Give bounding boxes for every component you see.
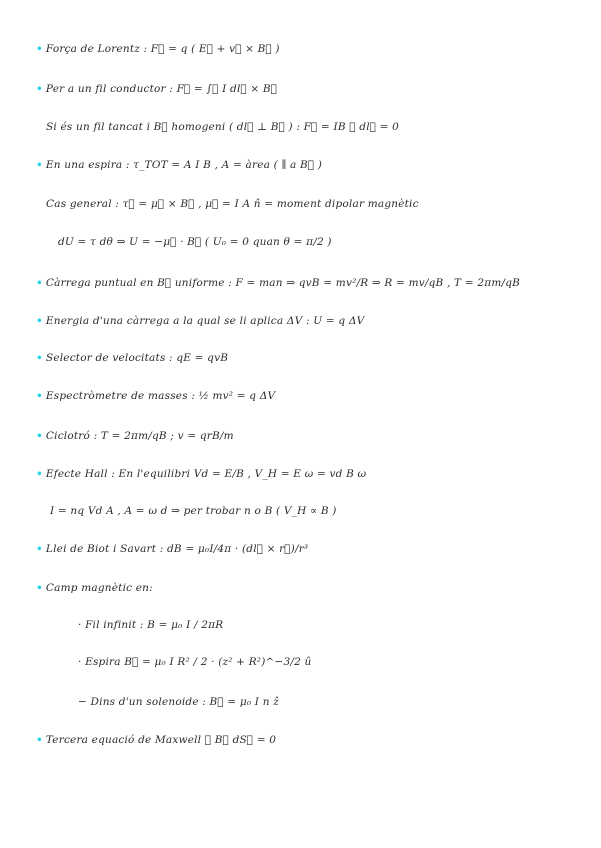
bullet-dot: •: [36, 430, 43, 442]
note-line-conductor: • Per a un fil conductor : F⃗ = ∫꜀ I dl⃗ × B⃗: [36, 83, 278, 95]
note-line-magnetic-field: • Camp magnètic en:: [36, 582, 153, 594]
bullet-dot: •: [36, 159, 43, 171]
bullet-dot: •: [36, 468, 43, 480]
note-line-charge-energy: • Energia d'una càrrega a la qual se li aplica ΔV : U = q ΔV: [36, 315, 365, 327]
note-line-cyclotron: • Ciclotró : T = 2πm/qB ; v = qrB/m: [36, 430, 234, 442]
bullet-dot: •: [36, 277, 43, 289]
note-line-mass-spectrometer: • Espectròmetre de masses : ½ mv² = q ΔV: [36, 390, 276, 402]
note-line-biot-savart: • Llei de Biot i Savart : dB = μ₀I/4π · (dl⃗ × r⃗)/r³: [36, 543, 309, 555]
note-line-lorentz: • Força de Lorentz : F⃗ = q ( E⃗ + v⃗ × B⃗ ): [36, 43, 280, 55]
bullet-dot: •: [36, 390, 43, 402]
bullet-dot: •: [36, 734, 43, 746]
note-line-maxwell: • Tercera equació de Maxwell ∮ B⃗ dS⃗ = 0: [36, 734, 277, 746]
bullet-dot: •: [36, 43, 43, 55]
note-line-infinite-wire: · Fil infinit : B = μ₀ I / 2πR: [78, 619, 224, 631]
bullet-dot: •: [36, 582, 43, 594]
bullet-dot: •: [36, 315, 43, 327]
note-line-loop-field: · Espira B⃗ = μ₀ I R² / 2 · (z² + R²)^−3/2 û: [78, 656, 312, 668]
note-line-point-charge: • Càrrega puntual en B⃗ uniforme : F = man ⇒ qvB = mv²/R ⇒ R = mv/qB , T = 2πm/qB: [36, 277, 521, 289]
bullet-dot: •: [36, 83, 43, 95]
note-line-velocity-selector: • Selector de velocitats : qE = qvB: [36, 352, 229, 364]
note-line-solenoid: − Dins d'un solenoide : B⃗ = μ₀ I n ẑ: [78, 696, 279, 708]
note-line-closed-wire: Si és un fil tancat i B⃗ homogeni ( dl⃗ ⊥ B⃗ ) : F⃗ = IB ∮ dl⃗ = 0: [46, 121, 400, 133]
bullet-dot: •: [36, 543, 43, 555]
note-line-hall-current: I = nq Vd A , A = ω d ⇒ per trobar n o B ( V_H ∝ B ): [50, 505, 337, 517]
note-line-general-case: Cas general : τ⃗ = μ⃗ × B⃗ , μ⃗ = I A n̂ = moment dipolar magnètic: [46, 198, 419, 210]
note-line-loop: • En una espira : τ_TOT = A I B , A = àrea ( ∥ a B⃗ ): [36, 159, 323, 171]
note-line-hall-effect: • Efecte Hall : En l'equilibri Vd = E/B , V_H = E ω = vd B ω: [36, 468, 367, 480]
note-line-potential-energy: dU = τ dθ ⇒ U = −μ⃗ · B⃗ ( U₀ = 0 quan θ = π/2 ): [58, 236, 332, 248]
bullet-dot: •: [36, 352, 43, 364]
